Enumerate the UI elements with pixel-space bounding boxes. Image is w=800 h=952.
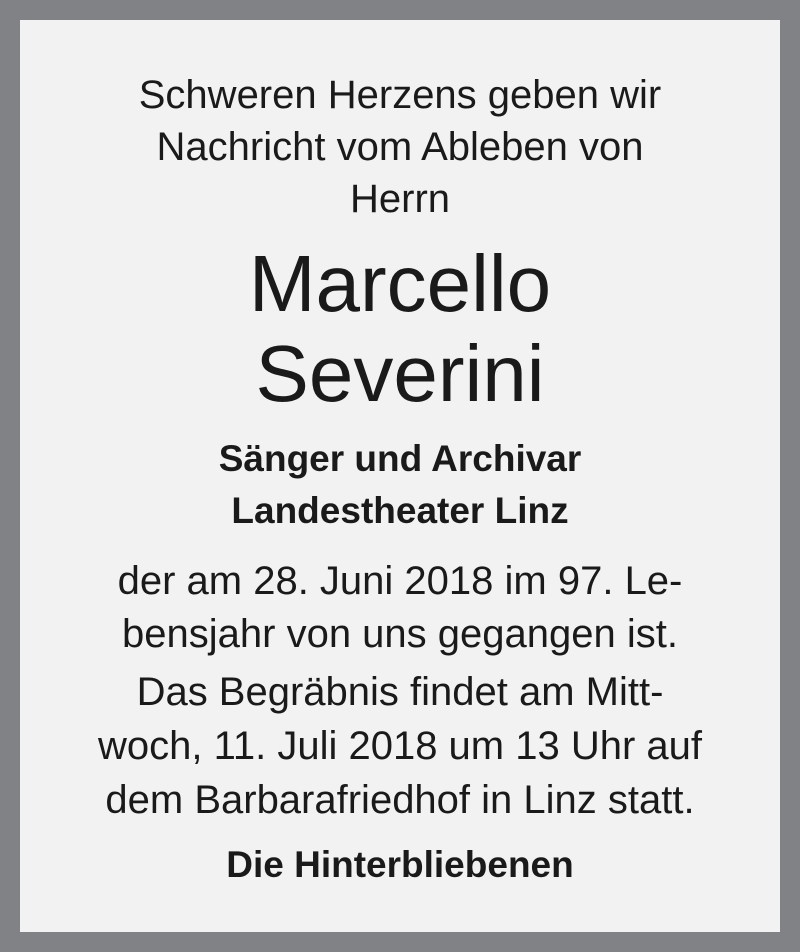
- intro-line-3: Herrn: [349, 177, 451, 221]
- intro-line-1: Schweren Herzens geben wir: [138, 73, 662, 117]
- signature: Die Hinterbliebenen: [226, 844, 574, 885]
- death-line-2: bensjahr von uns gegangen ist.: [122, 612, 678, 656]
- deceased-first-name: Marcello: [248, 239, 552, 328]
- funeral-line-3: dem Barbarafriedhof in Linz statt.: [105, 778, 695, 822]
- intro-line-2: Nachricht vom Ableben von: [156, 125, 644, 169]
- obituary-card: [20, 20, 780, 932]
- role-line-1: Sänger und Archivar: [218, 438, 582, 479]
- funeral-line-2: woch, 11. Juli 2018 um 13 Uhr auf: [97, 724, 703, 768]
- deceased-last-name: Severini: [255, 329, 545, 418]
- funeral-line-1: Das Begräbnis findet am Mitt-: [136, 670, 664, 714]
- role-line-2: Landestheater Linz: [231, 490, 569, 531]
- death-line-1: der am 28. Juni 2018 im 97. Le-: [117, 559, 683, 603]
